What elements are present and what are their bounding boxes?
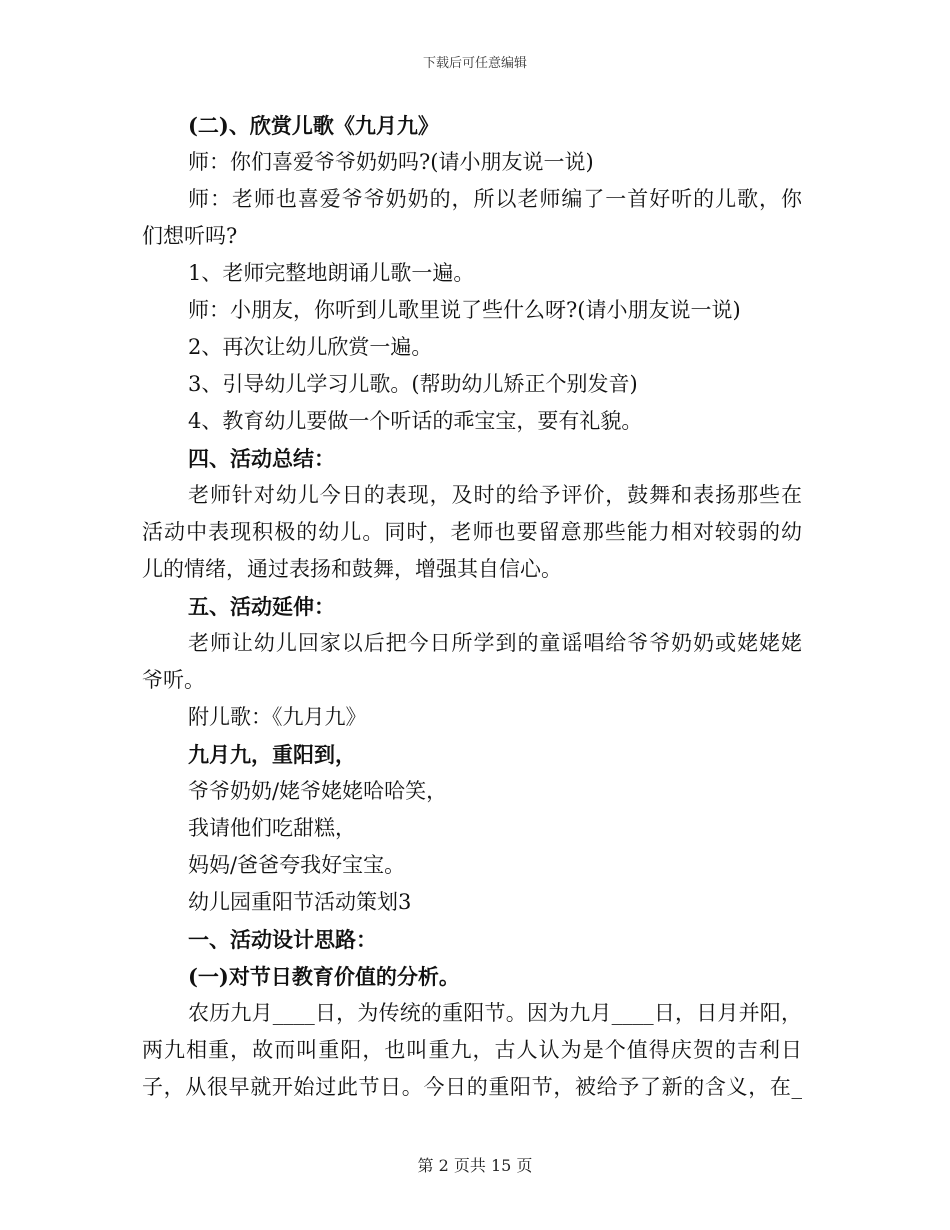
text-line: 幼儿园重阳节活动策划3 [188,890,412,914]
text-line: 爷听。 [142,668,205,692]
text-line: 老师针对幼儿今日的表现，及时的给予评价，鼓舞和表扬那些在 [188,483,802,507]
section-heading: 九月九，重阳到， [188,742,356,767]
text-line: 活动中表现积极的幼儿。同时，老师也要留意那些能力相对较弱的幼 [142,520,802,544]
text-line: 我请他们吃甜糕， [188,816,356,840]
text-line: 1、老师完整地朗诵儿歌一遍。 [188,261,475,285]
text-line: 妈妈/爸爸夸我好宝宝。 [188,853,406,877]
text-line: 两九相重，故而叫重阳，也叫重九，古人认为是个值得庆贺的吉利日 [142,1038,802,1062]
text-line: 儿的情绪，通过表扬和鼓舞，增强其自信心。 [142,557,562,581]
text-line: 们想听吗? [142,224,238,248]
text-line: 3、引导幼儿学习儿歌。(帮助幼儿矫正个别发音) [188,372,638,396]
page-footer: 第 2 页共 15 页 [417,1156,533,1175]
text-line: 师：你们喜爱爷爷奶奶吗?(请小朋友说一说) [188,150,594,174]
text-line: 2、再次让幼儿欣赏一遍。 [188,335,433,359]
header-note: 下载后可任意编辑 [422,56,527,71]
text-line: 4、教育幼儿要做一个听话的乖宝宝，要有礼貌。 [188,409,643,433]
text-line: 老师让幼儿回家以后把今日所学到的童谣唱给爷爷奶奶或姥姥姥 [188,631,802,655]
text-line: 师：老师也喜爱爷爷奶奶的，所以老师编了一首好听的儿歌，你 [188,187,802,211]
text-line: 附儿歌：《九月九》 [188,705,367,729]
section-heading: (一)对节日教育价值的分析。 [188,964,460,989]
section-heading: (二)、欣赏儿歌《九月九》 [188,113,439,138]
section-heading: 四、活动总结： [188,446,335,471]
text-line: 师：小朋友，你听到儿歌里说了些什么呀?(请小朋友说一说) [188,298,741,322]
section-heading: 一、活动设计思路： [188,927,377,952]
section-heading: 五、活动延伸： [188,594,335,619]
text-line: 农历九月____日，为传统的重阳节。因为九月____日，日月并阳， [188,1001,802,1025]
text-line: 子，从很早就开始过此节日。今日的重阳节，被给予了新的含义，在_ [142,1075,802,1099]
text-line: 爷爷奶奶/姥爷姥姥哈哈笑， [188,779,448,803]
document-body [142,107,802,1106]
